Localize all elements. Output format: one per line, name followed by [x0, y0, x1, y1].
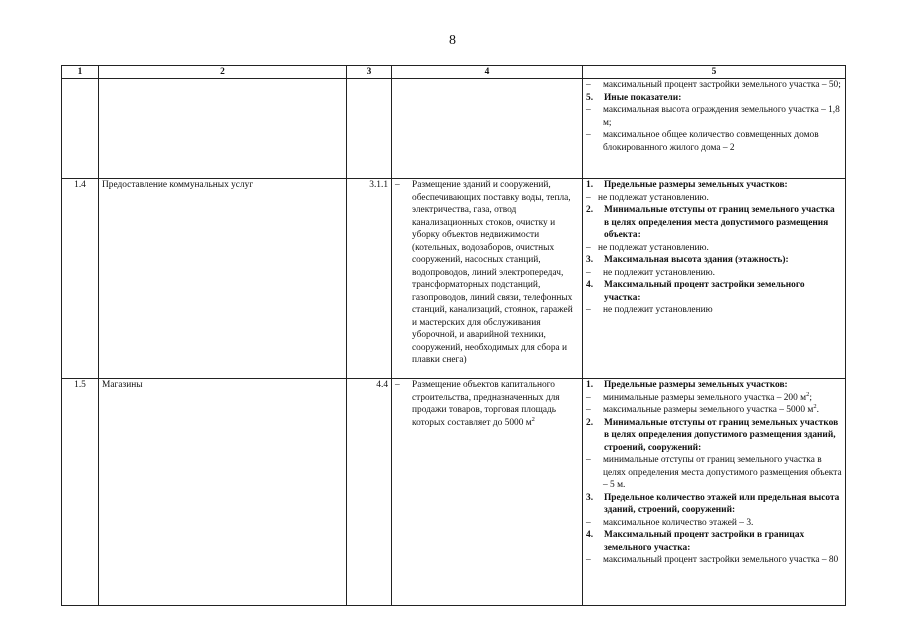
- description-item: [395, 379, 579, 429]
- parameter-number: 4.: [586, 530, 594, 540]
- dash-marker: –: [586, 392, 591, 403]
- parameter-text: [603, 267, 842, 280]
- parameter-number: 1.: [586, 380, 594, 390]
- parameter-text: [603, 554, 842, 567]
- parameter-heading-text: Минимальные отступы от границ земельного участка в целях определения места допустимого размещения объекта:: [604, 205, 835, 240]
- parameter-item: [586, 404, 842, 417]
- parameter-text: [603, 454, 842, 492]
- parameter-text-body: максимальный процент застройки земельного участка – 50;: [603, 80, 841, 90]
- parameter-item: [586, 304, 842, 317]
- parameter-heading: [586, 279, 842, 304]
- parameter-heading: [586, 417, 842, 455]
- use-parameters: [583, 379, 846, 606]
- parameter-item: [586, 392, 842, 405]
- parameter-heading-text: Иные показатели:: [604, 92, 682, 103]
- parameter-item: [586, 242, 842, 255]
- parameter-item: [586, 104, 842, 129]
- parameter-text: [603, 104, 842, 129]
- use-code: 3.1.1: [347, 179, 392, 379]
- use-description: [392, 179, 583, 379]
- use-code: 4.4: [347, 379, 392, 606]
- parameter-text: [603, 392, 842, 405]
- parameter-heading-text: Максимальный процент застройки земельного участка:: [604, 280, 805, 303]
- parameter-item: [586, 192, 842, 205]
- parameter-text: [603, 129, 842, 154]
- column-header: 2: [99, 66, 347, 79]
- dash-marker: –: [586, 130, 591, 140]
- dash-marker: –: [586, 192, 591, 203]
- dash-marker: –: [586, 305, 591, 315]
- page-number: 8: [449, 33, 456, 48]
- parameter-text-body: максимальный процент застройки земельного участка – 80: [603, 555, 839, 565]
- column-header: 4: [392, 66, 583, 79]
- description-text: Размещение зданий и сооружений, обеспечивающих поставку воды, тепла, электричества, газа, отвод канализационных стоков, очистку и уборку объектов недвижимости (котельных, водозаборов, очистных сооружений, насосных станций, водопроводов, линий электропередач, трансформаторных подстанций, газопроводов, линий связи, телефонных станций, канализаций, стоянок, гаражей и мастерских для обслуживания уборочной, и аварийной техники, сооружений, необходимых для сбора и плавки снега): [412, 180, 573, 365]
- use-name: [99, 79, 347, 179]
- parameter-text-body: максимальное количество этажей – 3.: [603, 517, 754, 528]
- parameter-text-body: максимальная высота ограждения земельного участка – 1,8 м;: [603, 105, 840, 128]
- parameter-heading: [586, 492, 842, 517]
- superscript: 2: [806, 390, 810, 398]
- dash-marker: –: [586, 105, 591, 115]
- parameter-text: [603, 79, 842, 92]
- dash-marker: –: [395, 180, 400, 190]
- parameter-item: [586, 129, 842, 154]
- superscript: 2: [813, 403, 817, 410]
- description-body: Размещение объектов капитального строительства, предназначенных для продажи товаров, торговая площадь которых составляет до 5000 м: [412, 380, 560, 428]
- description-item: [395, 179, 579, 367]
- parameter-text: [603, 404, 842, 417]
- use-description: [392, 79, 583, 179]
- row-number: [62, 79, 99, 179]
- parameter-heading: [586, 92, 842, 105]
- dash-marker: –: [586, 80, 591, 90]
- use-parameters: [583, 179, 846, 379]
- trailing-punctuation: .: [816, 405, 819, 415]
- parameter-heading: [586, 204, 842, 242]
- dash-marker: –: [586, 455, 591, 465]
- parameter-item: [586, 267, 842, 280]
- parameter-text-body: не подлежит установлению.: [603, 267, 715, 278]
- use-name: Магазины: [99, 379, 347, 606]
- parameter-text-body: максимальное общее количество совмещенных домов блокированного жилого дома – 2: [603, 130, 819, 153]
- parameter-text-body: минимальные отступы от границ земельного участка в целях определения места допустимого размещения объекта – 5 м.: [603, 455, 842, 490]
- use-code: [347, 79, 392, 179]
- parameter-heading-text: Предельные размеры земельных участков:: [604, 380, 788, 390]
- parameter-heading: [586, 379, 842, 392]
- dash-marker: –: [395, 380, 400, 390]
- parameter-text-body: не подлежат установлению.: [598, 242, 709, 253]
- parameter-text-body: максимальные размеры земельного участка – 5000 м: [603, 405, 814, 415]
- parameter-heading-text: Предельное количество этажей или предельная высота зданий, строений, сооружений:: [604, 492, 840, 515]
- parameter-heading: [586, 254, 842, 267]
- superscript: 2: [531, 415, 535, 423]
- parameter-text: [603, 304, 842, 317]
- zoning-table: [61, 65, 846, 606]
- parameter-heading-text: Минимальные отступы от границ земельных участков в целях определения допустимого размещения зданий, строений, сооружений:: [604, 417, 839, 453]
- parameter-heading-text: Предельные размеры земельных участков:: [604, 180, 788, 190]
- parameter-item: [586, 517, 842, 530]
- column-header: 1: [62, 66, 99, 79]
- parameter-text: [598, 192, 842, 205]
- parameter-text: [603, 517, 842, 530]
- parameter-text-body: минимальные размеры земельного участка – 200 м: [603, 392, 807, 403]
- dash-marker: –: [586, 267, 591, 278]
- table-row: [62, 379, 846, 606]
- use-name: Предоставление коммунальных услуг: [99, 179, 347, 379]
- trailing-punctuation: ;: [809, 392, 812, 403]
- row-number: 1.4: [62, 179, 99, 379]
- parameter-number: 4.: [586, 280, 594, 290]
- parameter-heading-text: Максимальная высота здания (этажность):: [604, 255, 789, 265]
- parameter-number: 3.: [586, 492, 594, 503]
- parameter-number: 1.: [586, 180, 594, 190]
- parameter-number: 5.: [586, 92, 594, 103]
- use-parameters: [583, 79, 846, 179]
- dash-marker: –: [586, 242, 591, 253]
- parameter-text-body: не подлежат установлению.: [598, 192, 709, 203]
- table-header-row: [62, 66, 846, 79]
- parameter-item: [586, 454, 842, 492]
- parameter-text: [598, 242, 842, 255]
- use-description: [392, 379, 583, 606]
- dash-marker: –: [586, 517, 591, 528]
- dash-marker: –: [586, 405, 591, 415]
- table-row: [62, 79, 846, 179]
- parameter-item: [586, 79, 842, 92]
- parameter-number: 2.: [586, 205, 594, 215]
- parameter-number: 3.: [586, 255, 594, 265]
- dash-marker: –: [586, 555, 591, 565]
- column-header: 5: [583, 66, 846, 79]
- parameter-heading-text: Максимальный процент застройки в границах земельного участка:: [604, 530, 805, 553]
- parameter-text-body: не подлежит установлению: [603, 305, 713, 315]
- parameter-heading: [586, 179, 842, 192]
- parameter-heading: [586, 529, 842, 554]
- parameter-item: [586, 554, 842, 567]
- column-header: 3: [347, 66, 392, 79]
- row-number: 1.5: [62, 379, 99, 606]
- parameter-number: 2.: [586, 417, 594, 428]
- table-row: [62, 179, 846, 379]
- description-text: [412, 379, 579, 429]
